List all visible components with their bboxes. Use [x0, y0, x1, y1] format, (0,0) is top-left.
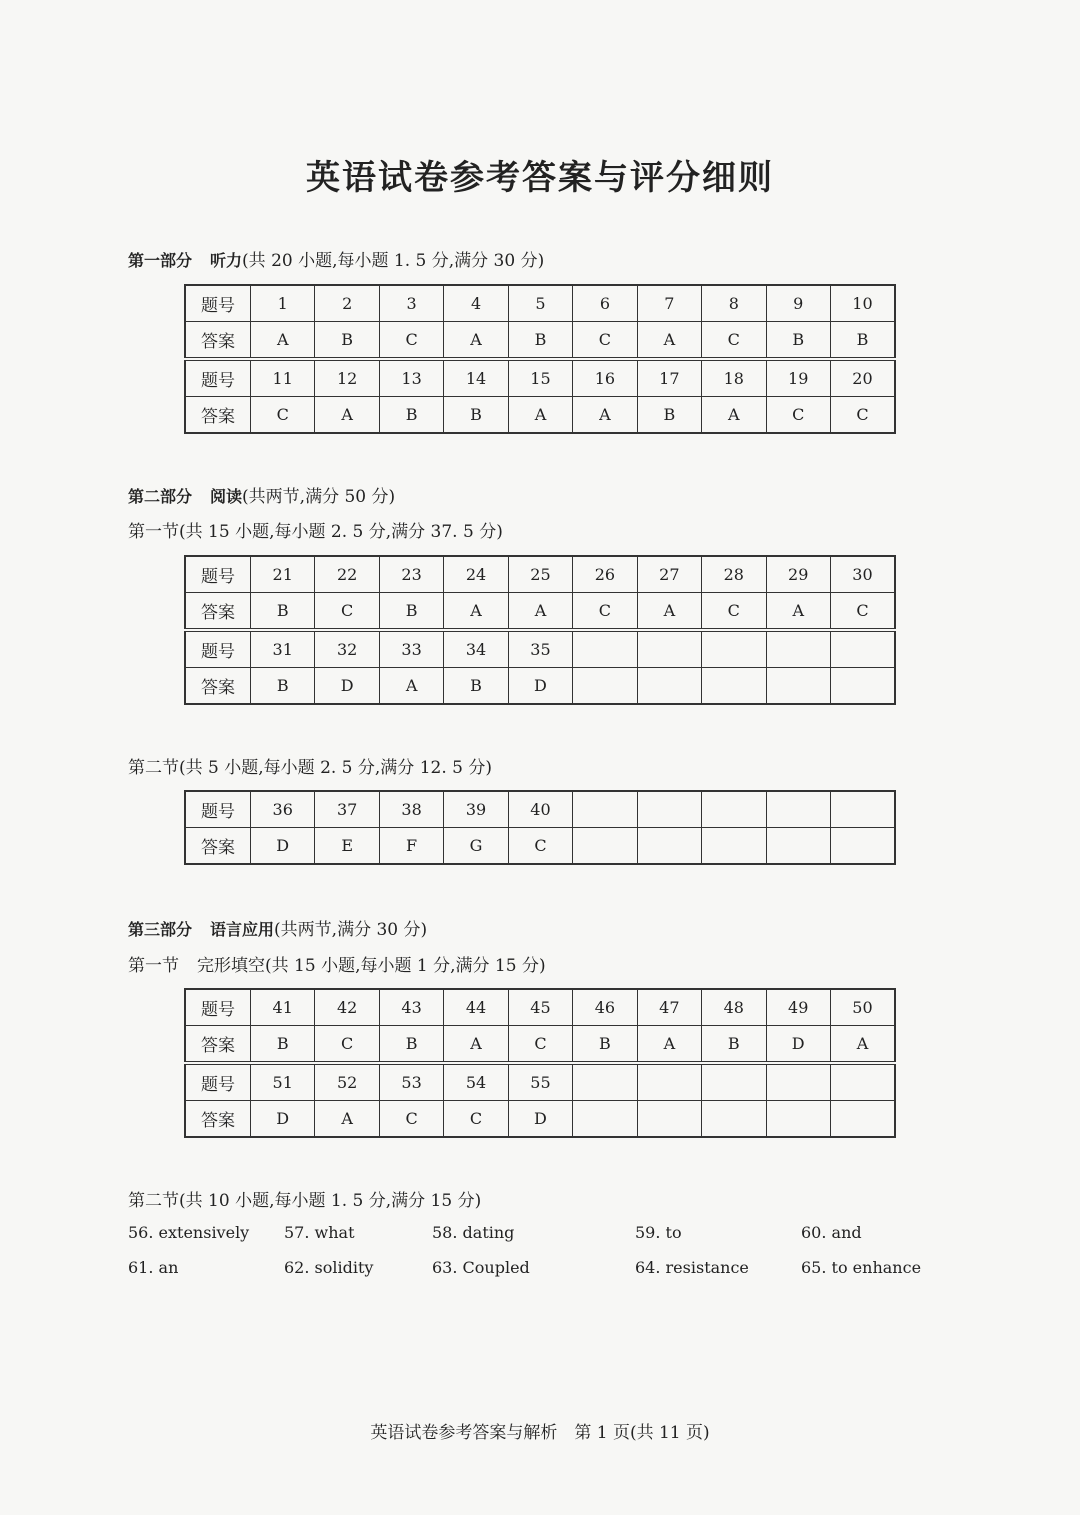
answer-cell: G	[444, 828, 508, 865]
fill-answer: 58. dating	[432, 1223, 515, 1242]
answer-cell: C	[508, 1026, 572, 1064]
answer-cell: A	[830, 1026, 895, 1064]
question-number-cell: 25	[508, 556, 572, 593]
answer-cell	[702, 1101, 766, 1138]
question-number-cell	[573, 791, 637, 828]
answer-cell: B	[766, 322, 830, 360]
question-number-cell: 8	[702, 285, 766, 322]
question-number-cell: 53	[379, 1063, 443, 1101]
question-number-cell	[766, 791, 830, 828]
answer-cell	[637, 1101, 701, 1138]
question-number-cell: 51	[251, 1063, 315, 1101]
answer-cell: C	[573, 322, 637, 360]
answer-header: 答案	[185, 593, 251, 631]
fill-answer: 61. an	[128, 1258, 179, 1277]
part3-name: 语言应用	[210, 920, 275, 939]
part2-info: (共两节,满分 50 分)	[242, 487, 396, 507]
answer-cell: D	[766, 1026, 830, 1064]
fill-answer: 56. extensively	[128, 1223, 250, 1242]
question-number-cell: 44	[444, 989, 508, 1026]
question-number-cell	[830, 791, 895, 828]
answer-cell: C	[315, 1026, 379, 1064]
question-number-cell: 38	[379, 791, 443, 828]
part3-section1-name: 完形填空	[197, 956, 265, 976]
question-number-cell: 40	[508, 791, 572, 828]
question-number-header: 题号	[185, 285, 251, 322]
answer-cell	[830, 1101, 895, 1138]
question-number-header: 题号	[185, 556, 251, 593]
question-number-cell: 27	[637, 556, 701, 593]
fill-answer: 57. what	[284, 1223, 355, 1242]
question-number-cell	[702, 630, 766, 668]
part1-label: 第一部分	[128, 251, 193, 270]
answer-cell: B	[830, 322, 895, 360]
answer-cell: B	[508, 322, 572, 360]
answer-table-part2-section1	[184, 555, 896, 705]
question-number-cell	[766, 630, 830, 668]
answer-cell	[830, 668, 895, 705]
part1-heading	[128, 246, 544, 271]
part2-heading	[128, 482, 395, 507]
question-number-header: 题号	[185, 359, 251, 397]
page-footer: 英语试卷参考答案与解析 第 1 页(共 11 页)	[370, 1423, 710, 1443]
question-number-row	[185, 285, 895, 322]
answer-cell: A	[508, 593, 572, 631]
question-number-cell: 4	[444, 285, 508, 322]
question-number-cell: 23	[379, 556, 443, 593]
fill-answer: 60. and	[801, 1223, 862, 1242]
question-number-cell	[573, 1063, 637, 1101]
part3-heading	[128, 915, 427, 940]
answer-cell: A	[637, 322, 701, 360]
answer-cell: B	[251, 1026, 315, 1064]
part3-label: 第三部分	[128, 920, 193, 939]
question-number-cell: 48	[702, 989, 766, 1026]
question-number-cell: 28	[702, 556, 766, 593]
answer-cell: A	[573, 397, 637, 434]
answer-cell	[702, 668, 766, 705]
question-number-header: 题号	[185, 791, 251, 828]
question-number-cell	[637, 630, 701, 668]
question-number-row	[185, 989, 895, 1026]
answer-cell	[766, 828, 830, 865]
question-number-row	[185, 1063, 895, 1101]
question-number-cell: 35	[508, 630, 572, 668]
answer-cell: C	[315, 593, 379, 631]
answer-cell: C	[830, 593, 895, 631]
answer-cell: E	[315, 828, 379, 865]
answer-cell: C	[444, 1101, 508, 1138]
answer-cell	[573, 1101, 637, 1138]
answer-cell: C	[830, 397, 895, 434]
answer-cell: A	[315, 1101, 379, 1138]
question-number-cell: 37	[315, 791, 379, 828]
answer-cell: C	[766, 397, 830, 434]
part1-info: (共 20 小题,每小题 1. 5 分,满分 30 分)	[242, 251, 545, 271]
question-number-cell	[637, 791, 701, 828]
part3-section1-label: 第一节	[128, 956, 179, 976]
fill-answer: 64. resistance	[635, 1258, 749, 1277]
page-title: 英语试卷参考答案与评分细则	[306, 158, 774, 198]
answer-cell: A	[315, 397, 379, 434]
part2-label: 第二部分	[128, 487, 193, 506]
answer-cell: A	[444, 322, 508, 360]
part2-name: 阅读	[210, 487, 243, 506]
part2-section1-heading: 第一节(共 15 小题,每小题 2. 5 分,满分 37. 5 分)	[128, 522, 503, 542]
question-number-cell	[573, 630, 637, 668]
fill-answer: 59. to	[635, 1223, 682, 1242]
answer-table-part1	[184, 284, 896, 434]
question-number-cell: 20	[830, 359, 895, 397]
question-number-cell	[830, 630, 895, 668]
question-number-cell: 33	[379, 630, 443, 668]
question-number-cell: 49	[766, 989, 830, 1026]
answer-header: 答案	[185, 397, 251, 434]
answer-cell: A	[637, 593, 701, 631]
answer-cell: C	[379, 1101, 443, 1138]
answer-cell: D	[251, 828, 315, 865]
question-number-cell: 32	[315, 630, 379, 668]
question-number-header: 题号	[185, 989, 251, 1026]
answer-cell: B	[444, 668, 508, 705]
answer-cell: B	[379, 593, 443, 631]
question-number-row	[185, 359, 895, 397]
answer-cell: B	[251, 668, 315, 705]
answer-cell	[637, 828, 701, 865]
answer-cell	[573, 828, 637, 865]
part3-section2-heading: 第二节(共 10 小题,每小题 1. 5 分,满分 15 分)	[128, 1191, 482, 1211]
question-number-cell: 41	[251, 989, 315, 1026]
question-number-cell: 26	[573, 556, 637, 593]
answer-cell: C	[508, 828, 572, 865]
answer-cell: A	[444, 593, 508, 631]
question-number-cell: 50	[830, 989, 895, 1026]
answer-cell: C	[702, 322, 766, 360]
answer-cell: B	[251, 593, 315, 631]
question-number-cell: 31	[251, 630, 315, 668]
answer-row	[185, 1026, 895, 1064]
question-number-cell: 36	[251, 791, 315, 828]
question-number-cell: 16	[573, 359, 637, 397]
question-number-cell	[830, 1063, 895, 1101]
question-number-cell: 14	[444, 359, 508, 397]
answer-cell: B	[379, 1026, 443, 1064]
question-number-row	[185, 791, 895, 828]
question-number-cell: 5	[508, 285, 572, 322]
answer-cell: A	[766, 593, 830, 631]
answer-cell: D	[508, 1101, 572, 1138]
answer-cell: B	[379, 397, 443, 434]
question-number-row	[185, 556, 895, 593]
answer-row	[185, 668, 895, 705]
answer-cell: D	[251, 1101, 315, 1138]
question-number-cell: 9	[766, 285, 830, 322]
part2-section2-heading: 第二节(共 5 小题,每小题 2. 5 分,满分 12. 5 分)	[128, 758, 493, 778]
question-number-cell: 11	[251, 359, 315, 397]
question-number-cell: 3	[379, 285, 443, 322]
question-number-cell: 15	[508, 359, 572, 397]
answer-cell	[766, 668, 830, 705]
question-number-cell: 21	[251, 556, 315, 593]
answer-row	[185, 593, 895, 631]
answer-cell: A	[702, 397, 766, 434]
answer-cell: A	[637, 1026, 701, 1064]
part3-info: (共两节,满分 30 分)	[274, 920, 428, 940]
answer-row	[185, 1101, 895, 1138]
answer-cell	[637, 668, 701, 705]
question-number-cell: 45	[508, 989, 572, 1026]
question-number-cell: 43	[379, 989, 443, 1026]
question-number-cell: 42	[315, 989, 379, 1026]
answer-header: 答案	[185, 668, 251, 705]
question-number-cell: 34	[444, 630, 508, 668]
question-number-cell: 7	[637, 285, 701, 322]
answer-header: 答案	[185, 828, 251, 865]
answer-cell: D	[315, 668, 379, 705]
question-number-cell: 18	[702, 359, 766, 397]
answer-table-part3-section1	[184, 988, 896, 1138]
answer-cell: C	[573, 593, 637, 631]
question-number-cell: 1	[251, 285, 315, 322]
question-number-cell: 46	[573, 989, 637, 1026]
question-number-cell: 17	[637, 359, 701, 397]
answer-cell: C	[251, 397, 315, 434]
answer-header: 答案	[185, 1026, 251, 1064]
answer-cell	[573, 668, 637, 705]
question-number-cell: 30	[830, 556, 895, 593]
answer-cell: B	[444, 397, 508, 434]
question-number-cell: 47	[637, 989, 701, 1026]
answer-row	[185, 322, 895, 360]
answer-row	[185, 397, 895, 434]
answer-cell: C	[702, 593, 766, 631]
answer-header: 答案	[185, 1101, 251, 1138]
question-number-header: 题号	[185, 1063, 251, 1101]
question-number-cell	[766, 1063, 830, 1101]
question-number-cell: 19	[766, 359, 830, 397]
question-number-cell: 10	[830, 285, 895, 322]
question-number-cell: 24	[444, 556, 508, 593]
question-number-cell	[702, 791, 766, 828]
answer-cell: D	[508, 668, 572, 705]
fill-answer: 65. to enhance	[801, 1258, 922, 1277]
answer-row	[185, 828, 895, 865]
part3-section1-info: (共 15 小题,每小题 1 分,满分 15 分)	[265, 956, 546, 976]
question-number-cell: 13	[379, 359, 443, 397]
answer-cell: C	[379, 322, 443, 360]
question-number-cell: 2	[315, 285, 379, 322]
question-number-cell: 54	[444, 1063, 508, 1101]
question-number-cell: 12	[315, 359, 379, 397]
question-number-cell: 22	[315, 556, 379, 593]
answer-header: 答案	[185, 322, 251, 360]
answer-cell: B	[637, 397, 701, 434]
answer-cell	[702, 828, 766, 865]
question-number-cell	[702, 1063, 766, 1101]
fill-answer: 62. solidity	[284, 1258, 374, 1277]
question-number-header: 题号	[185, 630, 251, 668]
answer-cell: B	[702, 1026, 766, 1064]
question-number-cell: 52	[315, 1063, 379, 1101]
answer-cell: B	[315, 322, 379, 360]
part1-name: 听力	[210, 251, 243, 270]
answer-cell: F	[379, 828, 443, 865]
answer-cell: A	[251, 322, 315, 360]
answer-cell: A	[379, 668, 443, 705]
answer-cell	[830, 828, 895, 865]
question-number-cell: 29	[766, 556, 830, 593]
answer-cell: B	[573, 1026, 637, 1064]
part3-section1-heading	[128, 951, 546, 976]
answer-table-part2-section2	[184, 790, 896, 865]
question-number-row	[185, 630, 895, 668]
answer-cell: A	[444, 1026, 508, 1064]
fill-answer: 63. Coupled	[432, 1258, 530, 1277]
answer-cell: A	[508, 397, 572, 434]
question-number-cell: 6	[573, 285, 637, 322]
answer-cell	[766, 1101, 830, 1138]
question-number-cell	[637, 1063, 701, 1101]
question-number-cell: 55	[508, 1063, 572, 1101]
question-number-cell: 39	[444, 791, 508, 828]
